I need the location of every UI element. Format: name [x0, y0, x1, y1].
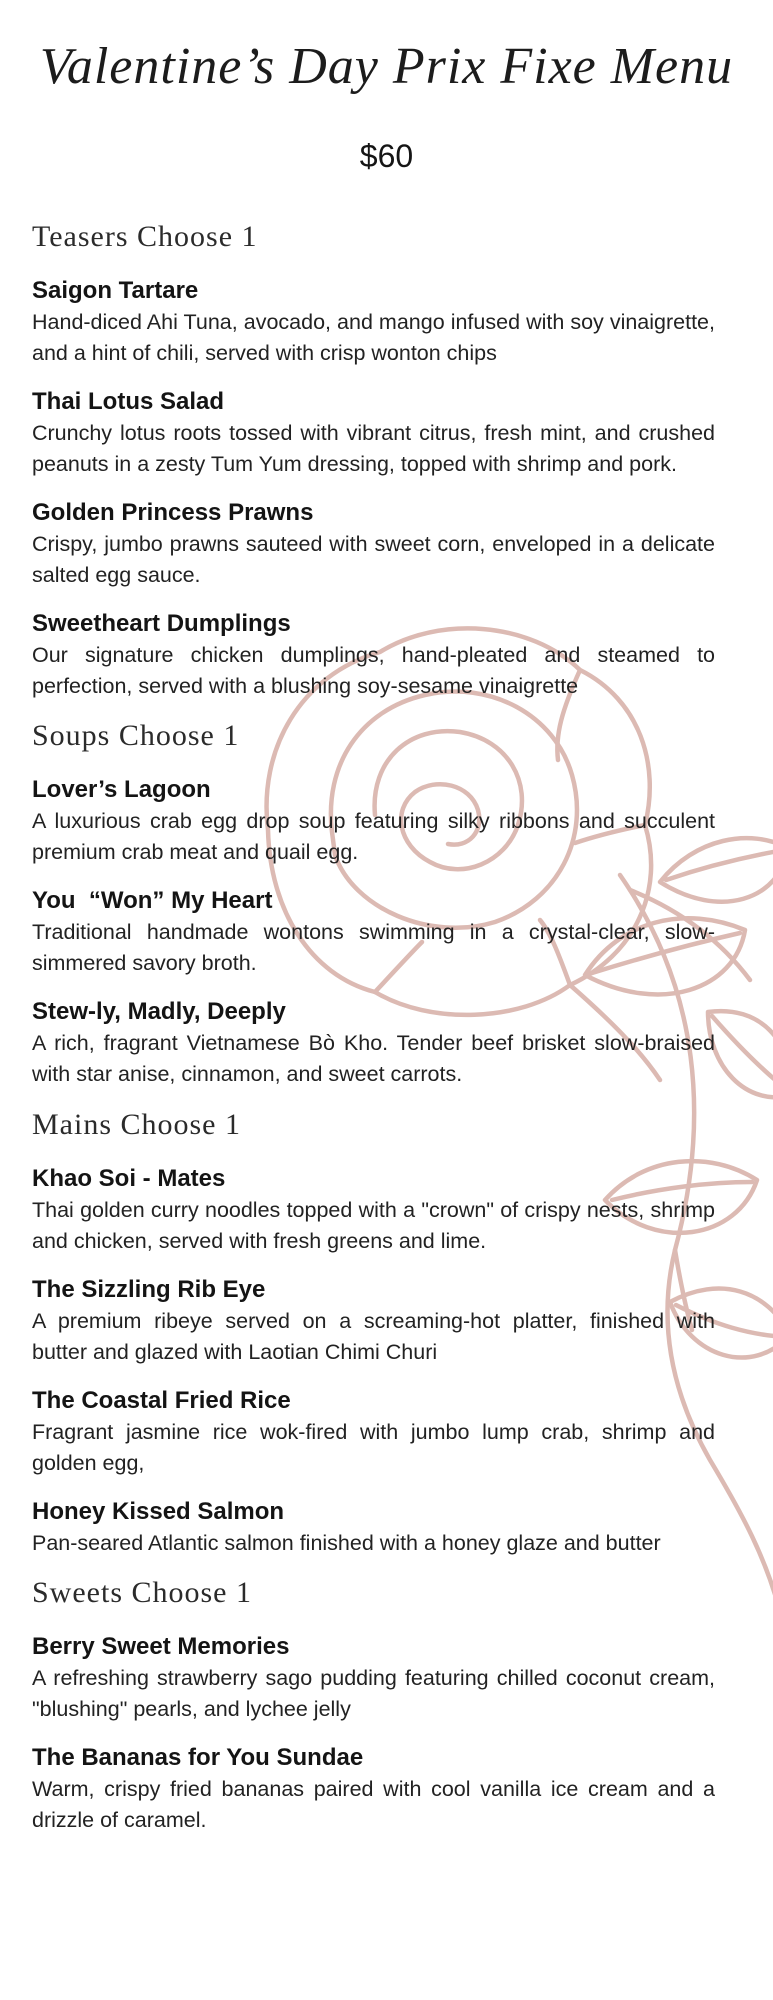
menu-item — [32, 386, 715, 480]
menu-section — [32, 719, 715, 1090]
menu-section — [32, 220, 715, 702]
menu-item — [32, 608, 715, 702]
item-description: Fragrant jasmine rice wok-fired with jumbo lump crab, shrimp and golden egg, — [32, 1420, 715, 1476]
item-name: Golden Princess Prawns — [32, 499, 314, 527]
item-description: Crunchy lotus roots tossed with vibrant citrus, fresh mint, and crushed peanuts in a zesty Tum Yum dressing, topped with shrimp and pork. — [32, 421, 715, 477]
item-description: Pan-seared Atlantic salmon finished with a honey glaze and butter — [32, 1531, 661, 1556]
menu-item — [32, 275, 715, 369]
menu-item — [32, 885, 715, 979]
menu-item — [32, 1385, 715, 1479]
menu-item — [32, 1163, 715, 1257]
item-name: Berry Sweet Memories — [32, 1633, 290, 1661]
item-description: A luxurious crab egg drop soup featuring silky ribbons and succulent premium crab meat and quail egg. — [32, 809, 715, 865]
item-name: Thai Lotus Salad — [32, 388, 225, 416]
item-description: Warm, crispy fried bananas paired with cool vanilla ice cream and a drizzle of caramel. — [32, 1777, 715, 1833]
item-name: Honey Kissed Salmon — [32, 1498, 285, 1526]
item-description: Our signature chicken dumplings, hand-pleated and steamed to perfection, served with a blushing soy-sesame vinaigrette — [32, 643, 715, 699]
item-description: A rich, fragrant Vietnamese Bò Kho. Tender beef brisket slow-braised with star anise, cinnamon, and sweet carrots. — [32, 1031, 715, 1087]
item-description: A premium ribeye served on a screaming-hot platter, finished with butter and glazed with Laotian Chimi Churi — [32, 1309, 715, 1365]
menu-item — [32, 774, 715, 868]
section-heading: Sweets Choose 1 — [32, 1576, 252, 1610]
menu-sections — [0, 220, 773, 1836]
menu-section — [32, 1108, 715, 1559]
section-items — [32, 275, 715, 702]
section-heading: Teasers Choose 1 — [32, 220, 258, 254]
section-items — [32, 1163, 715, 1559]
menu-item — [32, 1742, 715, 1836]
menu-item — [32, 1496, 715, 1559]
item-name: The Coastal Fried Rice — [32, 1387, 291, 1415]
item-name: Sweetheart Dumplings — [32, 610, 291, 638]
item-name: Saigon Tartare — [32, 277, 199, 305]
item-name: Lover’s Lagoon — [32, 776, 211, 804]
item-description: A refreshing strawberry sago pudding featuring chilled coconut cream, "blushing" pearls, and lychee jelly — [32, 1666, 715, 1722]
item-description: Crispy, jumbo prawns sauteed with sweet corn, enveloped in a delicate salted egg sauce. — [32, 532, 715, 588]
menu-header — [0, 0, 773, 174]
menu-item — [32, 497, 715, 591]
item-name: Stew-ly, Madly, Deeply — [32, 998, 286, 1026]
item-name: The Bananas for You Sundae — [32, 1744, 364, 1772]
item-description: Traditional handmade wontons swimming in a crystal-clear, slow-simmered savory broth. — [32, 920, 715, 976]
item-name: The Sizzling Rib Eye — [32, 1276, 266, 1304]
menu-price: $60 — [359, 138, 414, 174]
item-name: Khao Soi - Mates — [32, 1165, 226, 1193]
item-description: Thai golden curry noodles topped with a "crown" of crispy nests, shrimp and chicken, served with fresh greens and lime. — [32, 1198, 715, 1254]
section-items — [32, 1631, 715, 1836]
menu-title: Valentine’s Day Prix Fixe Menu — [39, 38, 734, 95]
section-heading: Soups Choose 1 — [32, 719, 240, 753]
section-items — [32, 774, 715, 1090]
menu-item — [32, 996, 715, 1090]
menu-item — [32, 1274, 715, 1368]
menu-section — [32, 1576, 715, 1836]
item-name: You “Won” My Heart — [32, 887, 273, 915]
section-heading: Mains Choose 1 — [32, 1108, 241, 1142]
item-description: Hand-diced Ahi Tuna, avocado, and mango infused with soy vinaigrette, and a hint of chili, served with crisp wonton chips — [32, 310, 715, 366]
menu-item — [32, 1631, 715, 1725]
